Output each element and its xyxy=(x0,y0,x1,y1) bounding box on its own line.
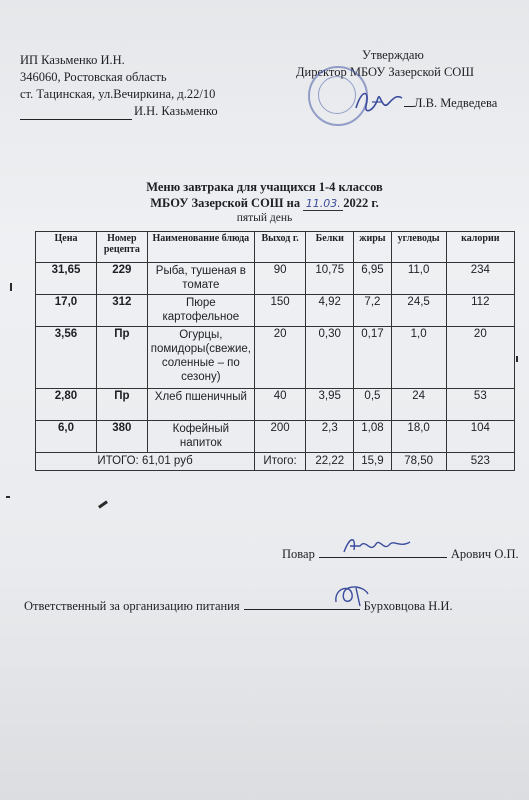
cell-recipe: 312 xyxy=(96,295,147,327)
col-header-dish: Наименование блюда xyxy=(147,232,254,263)
cook-label: Повар xyxy=(282,547,315,561)
col-header-kcal: калории xyxy=(446,232,514,263)
address-line-2: ст. Тацинская, ул.Вечиркина, д.22/10 xyxy=(20,87,216,101)
cell-kcal: 20 xyxy=(446,327,514,389)
scan-mark xyxy=(98,500,108,508)
org-signer-name: И.Н. Казьменко xyxy=(134,104,218,118)
table-row xyxy=(36,421,515,453)
cook-signature-icon xyxy=(340,534,414,556)
org-signature-line xyxy=(20,103,218,120)
cell-price: 6,0 xyxy=(36,421,97,453)
cell-fat: 0,5 xyxy=(354,389,391,421)
cell-fat: 6,95 xyxy=(354,263,391,295)
cell-carbs: 11,0 xyxy=(391,263,446,295)
total-carbs: 78,50 xyxy=(391,453,446,471)
cell-recipe: 380 xyxy=(96,421,147,453)
cell-kcal: 112 xyxy=(446,295,514,327)
header-left-block xyxy=(20,52,218,120)
table-row xyxy=(36,263,515,295)
col-header-fat: жиры xyxy=(354,232,391,263)
responsible-label: Ответственный за организацию питания xyxy=(24,599,240,613)
cell-recipe: Пр xyxy=(96,327,147,389)
cell-yield: 200 xyxy=(254,421,305,453)
cell-dish: Пюре картофельное xyxy=(147,295,254,327)
director-name: Л.В. Медведева xyxy=(414,96,498,110)
cell-fat: 0,17 xyxy=(354,327,391,389)
col-header-carbs: углеводы xyxy=(391,232,446,263)
cell-dish: Кофейный напиток xyxy=(147,421,254,453)
cell-yield: 150 xyxy=(254,295,305,327)
signature-blank xyxy=(20,119,132,120)
col-header-yield: Выход г. xyxy=(254,232,305,263)
cell-kcal: 234 xyxy=(446,263,514,295)
total-protein: 22,22 xyxy=(306,453,354,471)
col-header-price: Цена xyxy=(36,232,97,263)
director-signature-icon xyxy=(352,84,408,118)
total-price-label: ИТОГО: 61,01 руб xyxy=(36,453,255,471)
day-label: пятый день xyxy=(236,212,293,224)
cell-price: 3,56 xyxy=(36,327,97,389)
menu-title-line-2 xyxy=(0,196,529,211)
address-line-1: 346060, Ростовская область xyxy=(20,70,167,84)
responsible-signature-line xyxy=(24,597,453,614)
table-total-row xyxy=(36,453,515,471)
cell-yield: 20 xyxy=(254,327,305,389)
cell-fat: 1,08 xyxy=(354,421,391,453)
total-fat: 15,9 xyxy=(354,453,391,471)
cell-carbs: 1,0 xyxy=(391,327,446,389)
cell-yield: 40 xyxy=(254,389,305,421)
table-row xyxy=(36,295,515,327)
cell-protein: 4,92 xyxy=(306,295,354,327)
total-itogo-label: Итого: xyxy=(254,453,305,471)
responsible-name: Бурховцова Н.И. xyxy=(363,599,453,613)
scan-mark xyxy=(10,283,12,291)
school-name: МБОУ Зазерской СОШ на xyxy=(150,196,301,210)
cell-carbs: 24,5 xyxy=(391,295,446,327)
cell-kcal: 53 xyxy=(446,389,514,421)
cell-fat: 7,2 xyxy=(354,295,391,327)
table-row xyxy=(36,327,515,389)
menu-title: Меню завтрака для учащихся 1-4 классов xyxy=(146,180,383,194)
director-title: Директор МБОУ Зазерской СОШ xyxy=(296,65,474,79)
col-header-protein: Белки xyxy=(306,232,354,263)
responsible-signature-icon xyxy=(330,582,374,608)
cell-carbs: 24 xyxy=(391,389,446,421)
table-row xyxy=(36,389,515,421)
cell-recipe: Пр xyxy=(96,389,147,421)
cell-price: 2,80 xyxy=(36,389,97,421)
total-kcal: 523 xyxy=(446,453,514,471)
cell-price: 31,65 xyxy=(36,263,97,295)
org-name: ИП Казьменко И.Н. xyxy=(20,53,125,67)
handwritten-date: 11.03. xyxy=(303,197,343,211)
col-header-recipe: Номер рецепта xyxy=(96,232,147,263)
director-signer xyxy=(404,95,497,112)
cell-dish: Рыба, тушеная в томате xyxy=(147,263,254,295)
cook-name: Арович О.П. xyxy=(450,547,519,561)
menu-table xyxy=(35,231,515,471)
cell-recipe: 229 xyxy=(96,263,147,295)
table-header-row xyxy=(36,232,515,263)
scan-mark xyxy=(6,496,10,498)
cell-yield: 90 xyxy=(254,263,305,295)
year-suffix: 2022 г. xyxy=(343,196,379,210)
cell-carbs: 18,0 xyxy=(391,421,446,453)
cell-dish: Хлеб пшеничный xyxy=(147,389,254,421)
scan-mark xyxy=(516,356,518,362)
cell-price: 17,0 xyxy=(36,295,97,327)
cell-protein: 0,30 xyxy=(306,327,354,389)
cell-kcal: 104 xyxy=(446,421,514,453)
approve-label: Утверждаю xyxy=(362,48,424,62)
cell-protein: 10,75 xyxy=(306,263,354,295)
cell-protein: 2,3 xyxy=(306,421,354,453)
cell-protein: 3,95 xyxy=(306,389,354,421)
cell-dish: Огурцы, помидоры(свежие, соленные – по сезону) xyxy=(147,327,254,389)
